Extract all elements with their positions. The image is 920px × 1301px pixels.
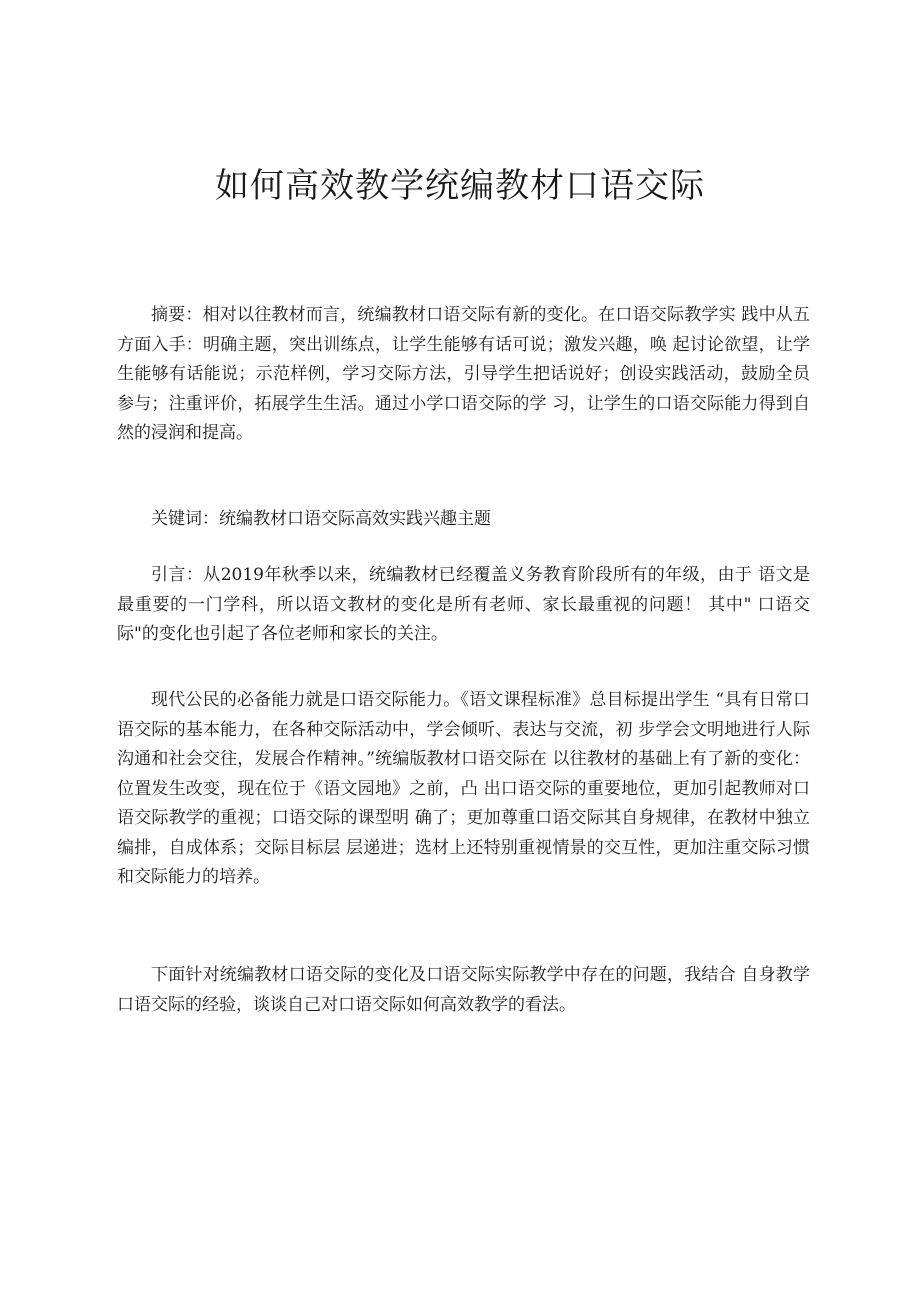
- keywords-paragraph: 关键词：统编教材口语交际高效实践兴趣主题: [151, 509, 491, 529]
- plan-paragraph: 下面针对统编教材口语交际的变化及口语交际实际教学中存在的问题，我结合 自身教学口语交际的经验，谈谈自己对口语交际如何高效教学的看法。: [117, 965, 810, 1015]
- intro-paragraph: 引言：从2019年秋季以来，统编教材已经覆盖义务教育阶段所有的年级，由于 语文是最重要的一门学科，所以语文教材的变化是所有老师、家长最重视的问题！ 其中" 口语交际"的变化也引起了各位老师和家长的关注。: [117, 565, 810, 644]
- civic-ability-paragraph: 现代公民的必备能力就是口语交际能力。《语文课程标准》总目标提出学生 “具有日常口语交际的基本能力，在各种交际活动中，学会倾听、表达与交流，初 步学会文明地进行人际沟通和社会交往，发展合作精神。”统编版教材口语交际在 以往教材的基础上有了新的变化：位置发生改变，现在位于《语文园地》之前，凸 出口语交际的重要地位，更加引起教师对口语交际教学的重视；口语交际的课型明 确了；更加尊重口语交际其自身规律，在教材中独立编排，自成体系；交际目标层 层递进；选材上还特别重视情景的交互性，更加注重交际习惯和交际能力的培养。: [117, 690, 810, 887]
- abstract-paragraph: 摘要：相对以往教材而言，统编教材口语交际有新的变化。在口语交际教学实 践中从五方面入手：明确主题，突出训练点，让学生能够有话可说；激发兴趣，唤 起讨论欲望，让学生能够有话能说；示范样例，学习交际方法，引导学生把话说好；创设实践活动，鼓励全员参与；注重评价，拓展学生生活。通过小学口语交际的学 习，让学生的口语交际能力得到自然的浸润和提高。: [117, 305, 810, 443]
- document-title: 如何高效教学统编教材口语交际: [215, 166, 705, 206]
